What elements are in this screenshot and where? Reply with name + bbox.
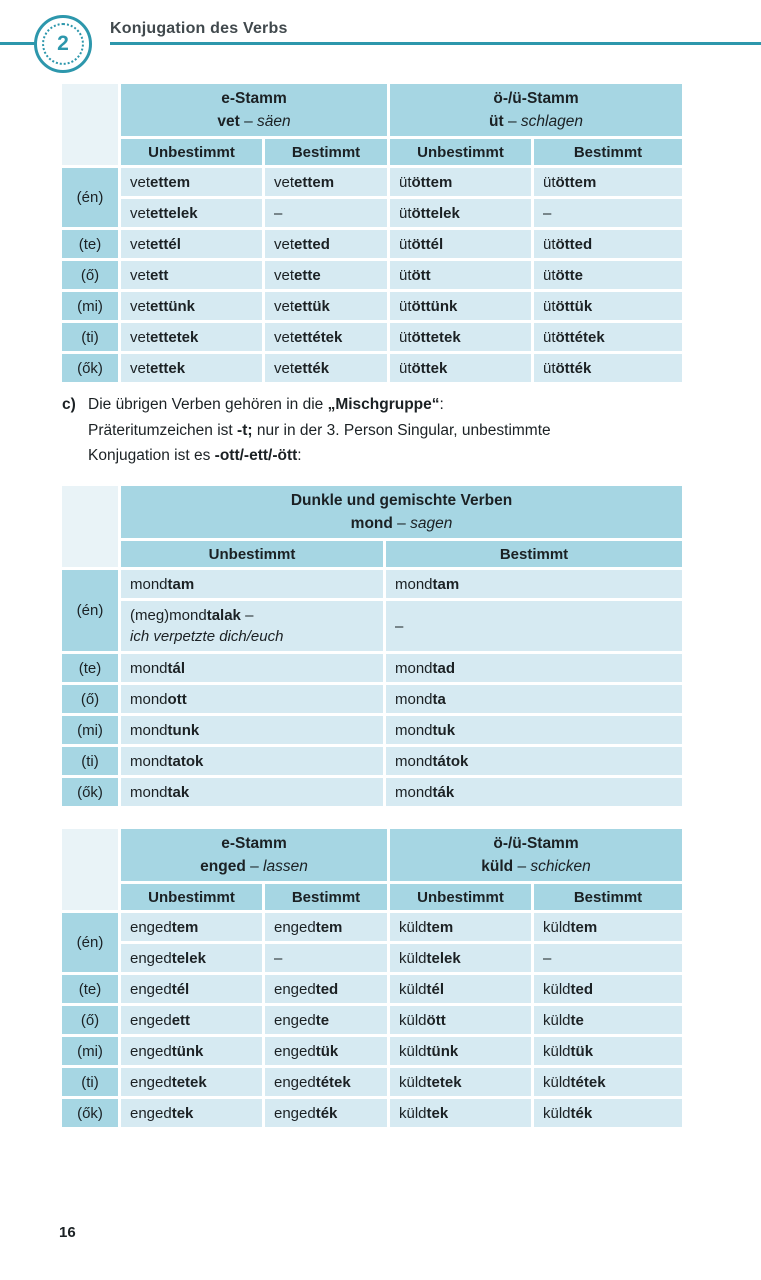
conjugation-cell: ütöttük [534,292,682,320]
chapter-badge [34,15,92,73]
conjugation-cell: mondtuk [386,716,682,744]
conjugation-cell: – [265,199,387,227]
conjugation-cell: vetette [265,261,387,289]
example-verb-gloss: mond – sagen [350,515,453,532]
conjugation-cell: engedték [265,1099,387,1127]
person-label: (ők) [62,1099,118,1127]
conjugation-cell: vetettek [121,354,262,382]
conjugation-cell: (meg)mondtalak – ich verpetzte dich/euch [121,601,383,651]
conjugation-cell: küldtem [390,913,531,941]
column-subheader: Bestimmt [265,884,387,910]
conjugation-cell: mondtam [121,570,383,598]
conjugation-cell: engedtétek [265,1068,387,1096]
example-verb-gloss: vet – säen [217,113,291,130]
conjugation-cell: mondtam [386,570,682,598]
chapter-badge-inner-ring [42,23,84,65]
conjugation-table-mond [62,486,682,806]
conjugation-cell: engedtünk [121,1037,262,1065]
conjugation-cell: ütötted [534,230,682,258]
conjugation-cell: ütött [390,261,531,289]
conjugation-cell: engedtük [265,1037,387,1065]
conjugation-cell: küldtem [534,913,682,941]
stem-group-title: ö-/ü-Stamm [493,90,579,107]
person-label: (mi) [62,716,118,744]
conjugation-cell: engedtek [121,1099,262,1127]
person-label: (te) [62,975,118,1003]
person-label: (én) [62,168,118,227]
conjugation-cell: küldtünk [390,1037,531,1065]
column-subheader: Bestimmt [265,139,387,165]
paragraph-line: Konjugation ist es -ott/-ett/-ött: [88,447,302,464]
conjugation-cell: mondtatok [121,747,383,775]
person-label: (te) [62,654,118,682]
conjugation-cell: vetettünk [121,292,262,320]
stem-group-title: ö-/ü-Stamm [493,835,579,852]
conjugation-cell: engedte [265,1006,387,1034]
conjugation-cell: vetettük [265,292,387,320]
conjugation-cell: ütöttétek [534,323,682,351]
conjugation-cell: ütöttetek [390,323,531,351]
table-corner [62,829,118,910]
conjugation-cell: ütöttelek [390,199,531,227]
conjugation-cell: vetettél [121,230,262,258]
person-label: (én) [62,913,118,972]
conjugation-cell: – [265,944,387,972]
stem-group-title: e-Stamm [221,90,287,107]
conjugation-cell: mondtátok [386,747,682,775]
paragraph-lines [88,392,692,469]
column-group-header [121,829,387,881]
paragraph-line: Präteritumzeichen ist -t; nur in der 3. Person Singular, unbestimmte [88,421,551,439]
stem-group-title: Dunkle und gemischte Verben [290,492,513,509]
person-label: (ti) [62,323,118,351]
conjugation-cell: vetettem [265,168,387,196]
table-corner [62,84,118,165]
conjugation-cell: mondtunk [121,716,383,744]
conjugation-cell: ütöttem [534,168,682,196]
column-subheader: Unbestimmt [390,884,531,910]
person-label: (mi) [62,292,118,320]
person-label: (ő) [62,1006,118,1034]
person-label: (ti) [62,1068,118,1096]
stem-group-title: e-Stamm [221,835,287,852]
conjugation-cell: vetettetek [121,323,262,351]
conjugation-cell: – [386,601,682,651]
example-verb-gloss: küld – schicken [481,858,591,875]
paragraph-line: Die übrigen Verben gehören in die „Mischgruppe“: [88,396,444,413]
person-label: (ők) [62,354,118,382]
conjugation-cell: engedett [121,1006,262,1034]
conjugation-cell: engedtem [121,913,262,941]
conjugation-cell: küldtelek [390,944,531,972]
conjugation-cell: küldött [390,1006,531,1034]
conjugation-cell: ütötték [534,354,682,382]
column-subheader: Bestimmt [534,884,682,910]
conjugation-cell: ütöttél [390,230,531,258]
conjugation-cell: küldtük [534,1037,682,1065]
person-label: (ő) [62,685,118,713]
column-group-header [121,486,682,538]
conjugation-cell: engedtelek [121,944,262,972]
conjugation-cell: mondott [121,685,383,713]
chapter-number: 2 [57,32,69,55]
person-label: (ti) [62,747,118,775]
paragraph-c [62,392,692,469]
header-rule-left [0,42,36,45]
column-group-header [390,829,682,881]
person-label: (te) [62,230,118,258]
conjugation-cell: vetettem [121,168,262,196]
person-label: (ő) [62,261,118,289]
conjugation-cell: mondtál [121,654,383,682]
conjugation-cell: küldted [534,975,682,1003]
conjugation-cell: ütötte [534,261,682,289]
person-label: (ők) [62,778,118,806]
page-number: 16 [59,1224,76,1241]
conjugation-cell: mondtad [386,654,682,682]
paragraph-marker: c) [62,396,76,413]
conjugation-cell: engedtetek [121,1068,262,1096]
conjugation-cell: mondták [386,778,682,806]
conjugation-table-enged-kuld [62,829,682,1127]
table-corner [62,486,118,567]
conjugation-cell: vetetted [265,230,387,258]
conjugation-cell: küldték [534,1099,682,1127]
conjugation-cell: ütöttünk [390,292,531,320]
column-group-header [121,84,387,136]
column-group-header [390,84,682,136]
conjugation-table-vet-ut [62,84,682,382]
conjugation-cell: mondtak [121,778,383,806]
conjugation-cell: engedted [265,975,387,1003]
conjugation-cell: vetett [121,261,262,289]
conjugation-cell: küldtetek [390,1068,531,1096]
conjugation-cell: ütöttem [390,168,531,196]
header-rule [110,42,761,45]
column-subheader: Bestimmt [386,541,682,567]
person-label: (mi) [62,1037,118,1065]
page-title: Konjugation des Verbs [110,20,288,37]
conjugation-cell: – [534,199,682,227]
conjugation-cell: engedtél [121,975,262,1003]
conjugation-cell: vetettelek [121,199,262,227]
conjugation-cell: engedtem [265,913,387,941]
conjugation-cell: mondta [386,685,682,713]
column-subheader: Bestimmt [534,139,682,165]
person-label: (én) [62,570,118,651]
conjugation-cell: – [534,944,682,972]
column-subheader: Unbestimmt [121,541,383,567]
example-verb-gloss: enged – lassen [200,858,308,875]
conjugation-cell: küldtek [390,1099,531,1127]
conjugation-cell: küldtétek [534,1068,682,1096]
column-subheader: Unbestimmt [121,884,262,910]
column-subheader: Unbestimmt [121,139,262,165]
conjugation-cell: ütöttek [390,354,531,382]
column-subheader: Unbestimmt [390,139,531,165]
conjugation-cell: küldte [534,1006,682,1034]
conjugation-cell: küldtél [390,975,531,1003]
conjugation-cell: vetettétek [265,323,387,351]
example-verb-gloss: üt – schlagen [489,113,583,130]
conjugation-cell: vetették [265,354,387,382]
